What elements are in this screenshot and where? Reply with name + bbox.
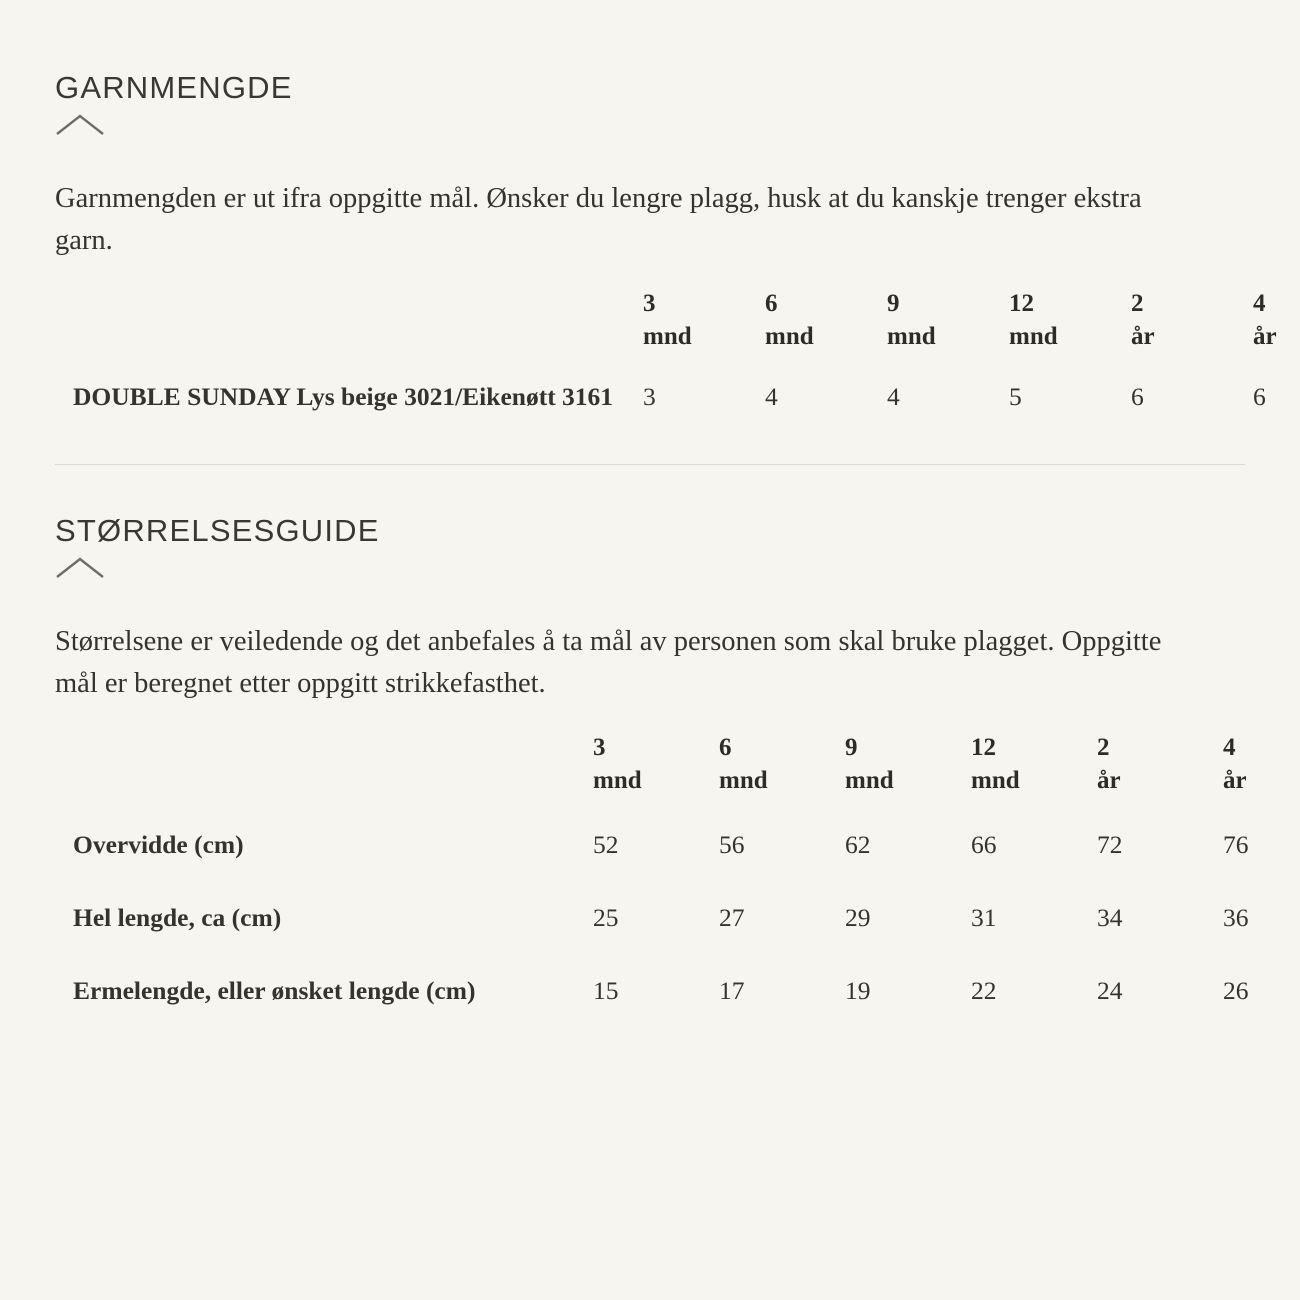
size-header-blank (55, 731, 593, 827)
size-header-size-2 (719, 731, 845, 827)
yarn-header-size-6 (1253, 287, 1300, 379)
size-row-1-value-3: 62 (845, 829, 871, 859)
size-row-1-value-1: 52 (593, 829, 619, 859)
size-header-size-5 (1097, 731, 1223, 827)
size-table-body (55, 827, 1300, 1047)
yarn-row-value-2: 4 (765, 382, 778, 412)
yarn-header-size-3-num: 9 (887, 290, 900, 318)
yarn-header-size-3-unit: mnd (887, 323, 936, 351)
yarn-row-label: DOUBLE SUNDAY Lys beige 3021/Eikenøtt 3161 (73, 382, 614, 412)
size-header-size-1-unit: mnd (593, 766, 642, 794)
size-guide-table (55, 731, 1300, 1047)
size-row-label-2: Hel lengde, ca (cm) (73, 902, 282, 932)
yarn-header-size-1 (643, 287, 765, 379)
size-row-3-value-1: 15 (593, 976, 619, 1005)
yarn-header-size-2-unit: mnd (765, 323, 814, 351)
size-header-size-3-unit: mnd (845, 766, 894, 794)
size-table-wrap (55, 731, 1249, 1047)
yarn-header-blank (55, 287, 643, 379)
table-header-row (55, 287, 1300, 379)
yarn-header-size-2-num: 6 (765, 290, 778, 318)
size-row-2-value-3: 29 (845, 902, 871, 932)
size-guide-section (55, 513, 1249, 1046)
yarn-row-value-6: 6 (1253, 382, 1266, 412)
yarn-table-wrap (55, 287, 1277, 414)
size-header-size-2-num: 6 (719, 733, 732, 761)
table-row (55, 379, 1300, 414)
size-header-size-1 (593, 731, 719, 827)
yarn-row-value-3: 4 (887, 382, 900, 412)
size-row-1-value-5: 72 (1097, 829, 1123, 859)
size-row-2-value-5: 34 (1097, 902, 1123, 932)
size-row-1-value-2: 56 (719, 829, 745, 859)
yarn-row-value-1: 3 (643, 382, 656, 412)
table-row (55, 900, 1300, 973)
yarn-intro-text: Garnmengden er ut ifra oppgitte mål. Ønsker du lengre plagg, husk at du kanskje trenger ekstra garn. (55, 183, 1142, 256)
yarn-header-size-3 (887, 287, 1009, 379)
yarn-header-size-5 (1131, 287, 1253, 379)
yarn-table-body (55, 379, 1300, 414)
size-row-2-value-4: 31 (971, 902, 997, 932)
yarn-header-size-6-num: 4 (1253, 290, 1266, 318)
size-row-3-value-4: 22 (971, 976, 997, 1005)
yarn-section-title: GARNMENGDE (55, 70, 293, 105)
table-row (55, 973, 1300, 1046)
size-header-size-4 (971, 731, 1097, 827)
yarn-row-value-4: 5 (1009, 382, 1022, 412)
chevron-up-icon-2[interactable] (53, 553, 107, 583)
yarn-header-size-4-unit: mnd (1009, 323, 1058, 351)
size-row-3-value-6: 26 (1223, 976, 1249, 1005)
yarn-header-size-1-unit: mnd (643, 323, 692, 351)
yarn-header-size-5-num: 2 (1131, 290, 1144, 318)
yarn-header-size-2 (765, 287, 887, 379)
size-table-head (55, 731, 1300, 827)
size-row-2-value-2: 27 (719, 902, 745, 932)
size-header-size-3-num: 9 (845, 733, 858, 761)
yarn-header-size-5-unit: år (1131, 323, 1155, 351)
yarn-amount-table (55, 287, 1300, 414)
section-divider (55, 464, 1245, 465)
chevron-up-icon[interactable] (53, 110, 107, 140)
size-header-size-6-unit: år (1223, 766, 1247, 794)
size-header-size-1-num: 3 (593, 733, 606, 761)
size-row-3-value-2: 17 (719, 976, 745, 1005)
yarn-row-value-5: 6 (1131, 382, 1144, 412)
yarn-header-size-4 (1009, 287, 1131, 379)
size-header-size-6-num: 4 (1223, 733, 1236, 761)
size-header-size-6 (1223, 731, 1300, 827)
size-section-title: STØRRELSESGUIDE (55, 513, 380, 549)
size-header-size-5-unit: år (1097, 766, 1121, 794)
yarn-header-size-1-num: 3 (643, 290, 656, 318)
yarn-amount-section (55, 70, 1277, 414)
yarn-header-size-4-num: 12 (1009, 290, 1034, 318)
size-row-2-value-6: 36 (1223, 902, 1249, 932)
yarn-header-size-6-unit: år (1253, 323, 1277, 351)
size-header-size-4-num: 12 (971, 733, 996, 761)
yarn-table-head (55, 287, 1300, 379)
size-row-2-value-1: 25 (593, 902, 619, 932)
size-row-1-value-6: 76 (1223, 829, 1249, 859)
size-header-size-5-num: 2 (1097, 733, 1110, 761)
size-header-size-4-unit: mnd (971, 766, 1020, 794)
size-row-3-value-5: 24 (1097, 976, 1123, 1005)
size-row-3-value-3: 19 (845, 976, 871, 1005)
size-header-size-3 (845, 731, 971, 827)
size-row-label-3: Ermelengde, eller ønsket lengde (cm) (73, 976, 476, 1005)
size-row-label-1: Overvidde (cm) (73, 829, 244, 859)
size-header-size-2-unit: mnd (719, 766, 768, 794)
size-intro-text: Størrelsene er veiledende og det anbefales å ta mål av personen som skal bruke plagget. Oppgitte mål er beregnet etter oppgitt strikkefasthet. (55, 626, 1162, 700)
table-header-row (55, 731, 1300, 827)
size-row-1-value-4: 66 (971, 829, 997, 859)
table-row (55, 827, 1300, 900)
